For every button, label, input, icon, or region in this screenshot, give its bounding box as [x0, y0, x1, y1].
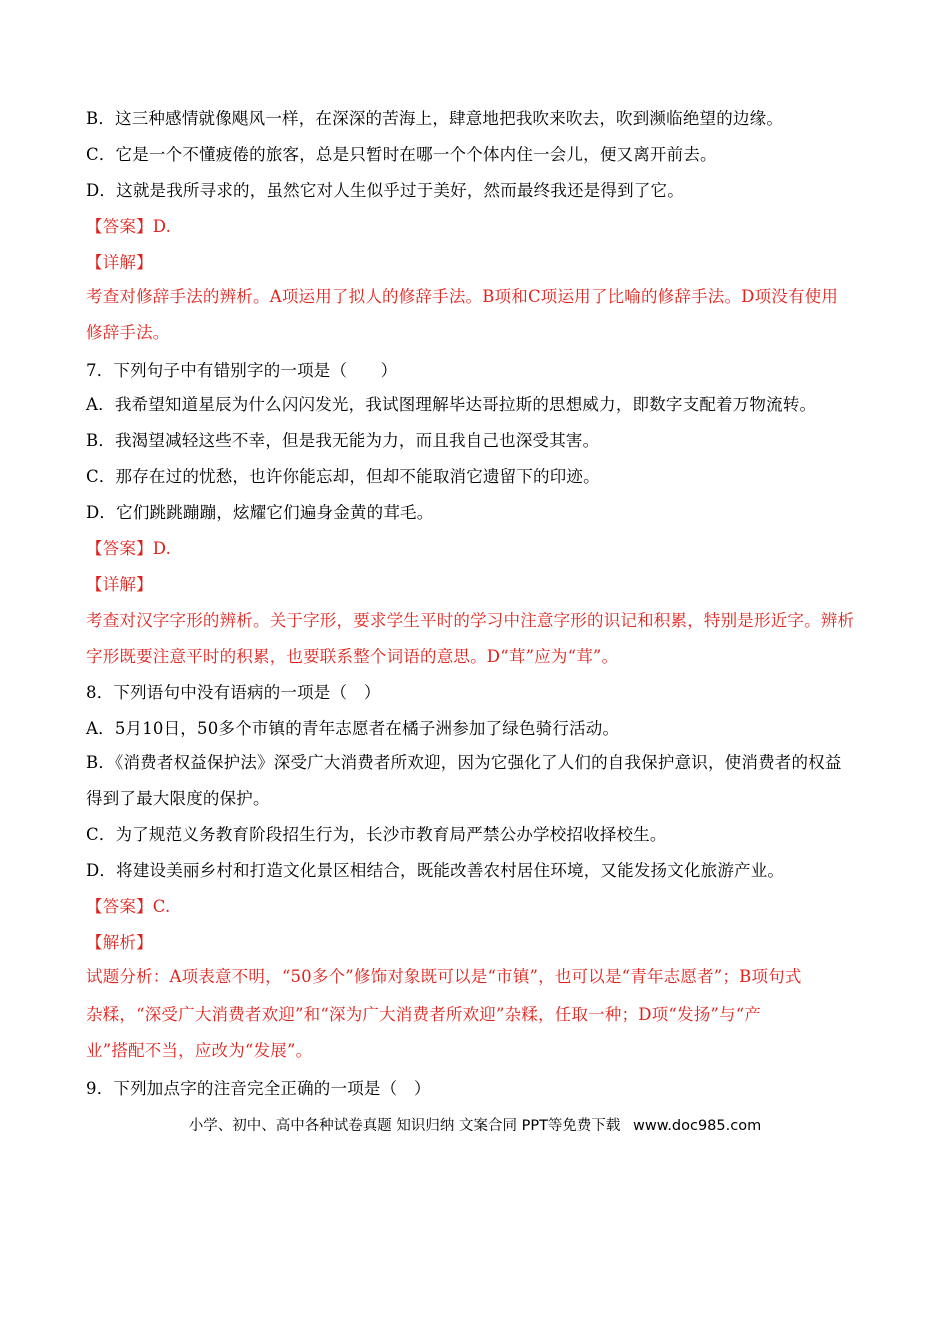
text-line: C．那存在过的忧愁，也许你能忘却，但却不能取消它遗留下的印迹。 — [86, 467, 600, 486]
text-line: B．我渴望减轻这些不幸，但是我无能为力，而且我自己也深受其害。 — [86, 431, 600, 450]
text-line: 8．下列语句中没有语病的一项是（ ） — [86, 683, 381, 702]
text-line: 【答案】D. — [86, 217, 172, 236]
text-line: 【详解】 — [86, 575, 153, 594]
text-line: 考查对汉字字形的辨析。关于字形，要求学生平时的学习中注意字形的识记和积累，特别是形近字。辨析 — [86, 611, 855, 630]
text-line: D．将建设美丽乡村和打造文化景区相结合，既能改善农村居住环境，又能发扬文化旅游产业。 — [86, 861, 785, 880]
text-line: 考查对修辞手法的辨析。A项运用了拟人的修辞手法。B项和C项运用了比喻的修辞手法。D项没有使用 — [86, 287, 839, 306]
text-line: 9．下列加点字的注音完全正确的一项是（ ） — [86, 1079, 431, 1098]
text-line: 【答案】D. — [86, 539, 172, 558]
text-line: C．为了规范义务教育阶段招生行为，长沙市教育局严禁公办学校招收择校生。 — [86, 825, 667, 844]
text-line: 业”搭配不当，应改为“发展”。 — [86, 1041, 313, 1060]
text-line: 修辞手法。 — [86, 323, 170, 342]
footer-text: 小学、初中、高中各种试卷真题 知识归纳 文案合同 PPT等免费下载 — [188, 1118, 621, 1134]
text-line: 【详解】 — [86, 253, 153, 272]
text-line: 字形既要注意平时的积累，也要联系整个词语的意思。D“茸”应为“茸”。 — [86, 647, 619, 666]
text-line: 7．下列句子中有错别字的一项是（ ） — [86, 361, 398, 380]
text-line: 试题分析：A项表意不明，“50多个”修饰对象既可以是“市镇”，也可以是“青年志愿者”；B项句式 — [86, 967, 802, 986]
text-line: D．这就是我所寻求的，虽然它对人生似乎过于美好，然而最终我还是得到了它。 — [86, 181, 684, 200]
text-line: 【解析】 — [86, 933, 153, 952]
text-line: 得到了最大限度的保护。 — [86, 789, 270, 808]
text-line: 【答案】C. — [86, 897, 171, 916]
text-line: D．它们跳跳蹦蹦，炫耀它们遍身金黄的茸毛。 — [86, 503, 434, 522]
text-line: B．这三种感情就像飓风一样，在深深的苦海上，肆意地把我吹来吹去，吹到濒临绝望的边缘。 — [86, 109, 784, 128]
footer-url: www.doc985.com — [633, 1118, 762, 1134]
text-line: A．5月10日，50多个市镇的青年志愿者在橘子洲参加了绿色骑行活动。 — [86, 719, 620, 738]
text-line: C．它是一个不懂疲倦的旅客，总是只暂时在哪一个个体内住一会儿，便又离开前去。 — [86, 145, 717, 164]
text-line: 杂糅，“深受广大消费者欢迎”和“深为广大消费者所欢迎”杂糅，任取一种；D项“发扬”与“产 — [86, 1005, 762, 1024]
page-footer — [0, 1114, 950, 1135]
text-line: A．我希望知道星辰为什么闪闪发光，我试图理解毕达哥拉斯的思想威力，即数字支配着万物流转。 — [86, 395, 817, 414]
text-line: B．《消费者权益保护法》深受广大消费者所欢迎，因为它强化了人们的自我保护意识，使消费者的权益 — [86, 753, 842, 772]
